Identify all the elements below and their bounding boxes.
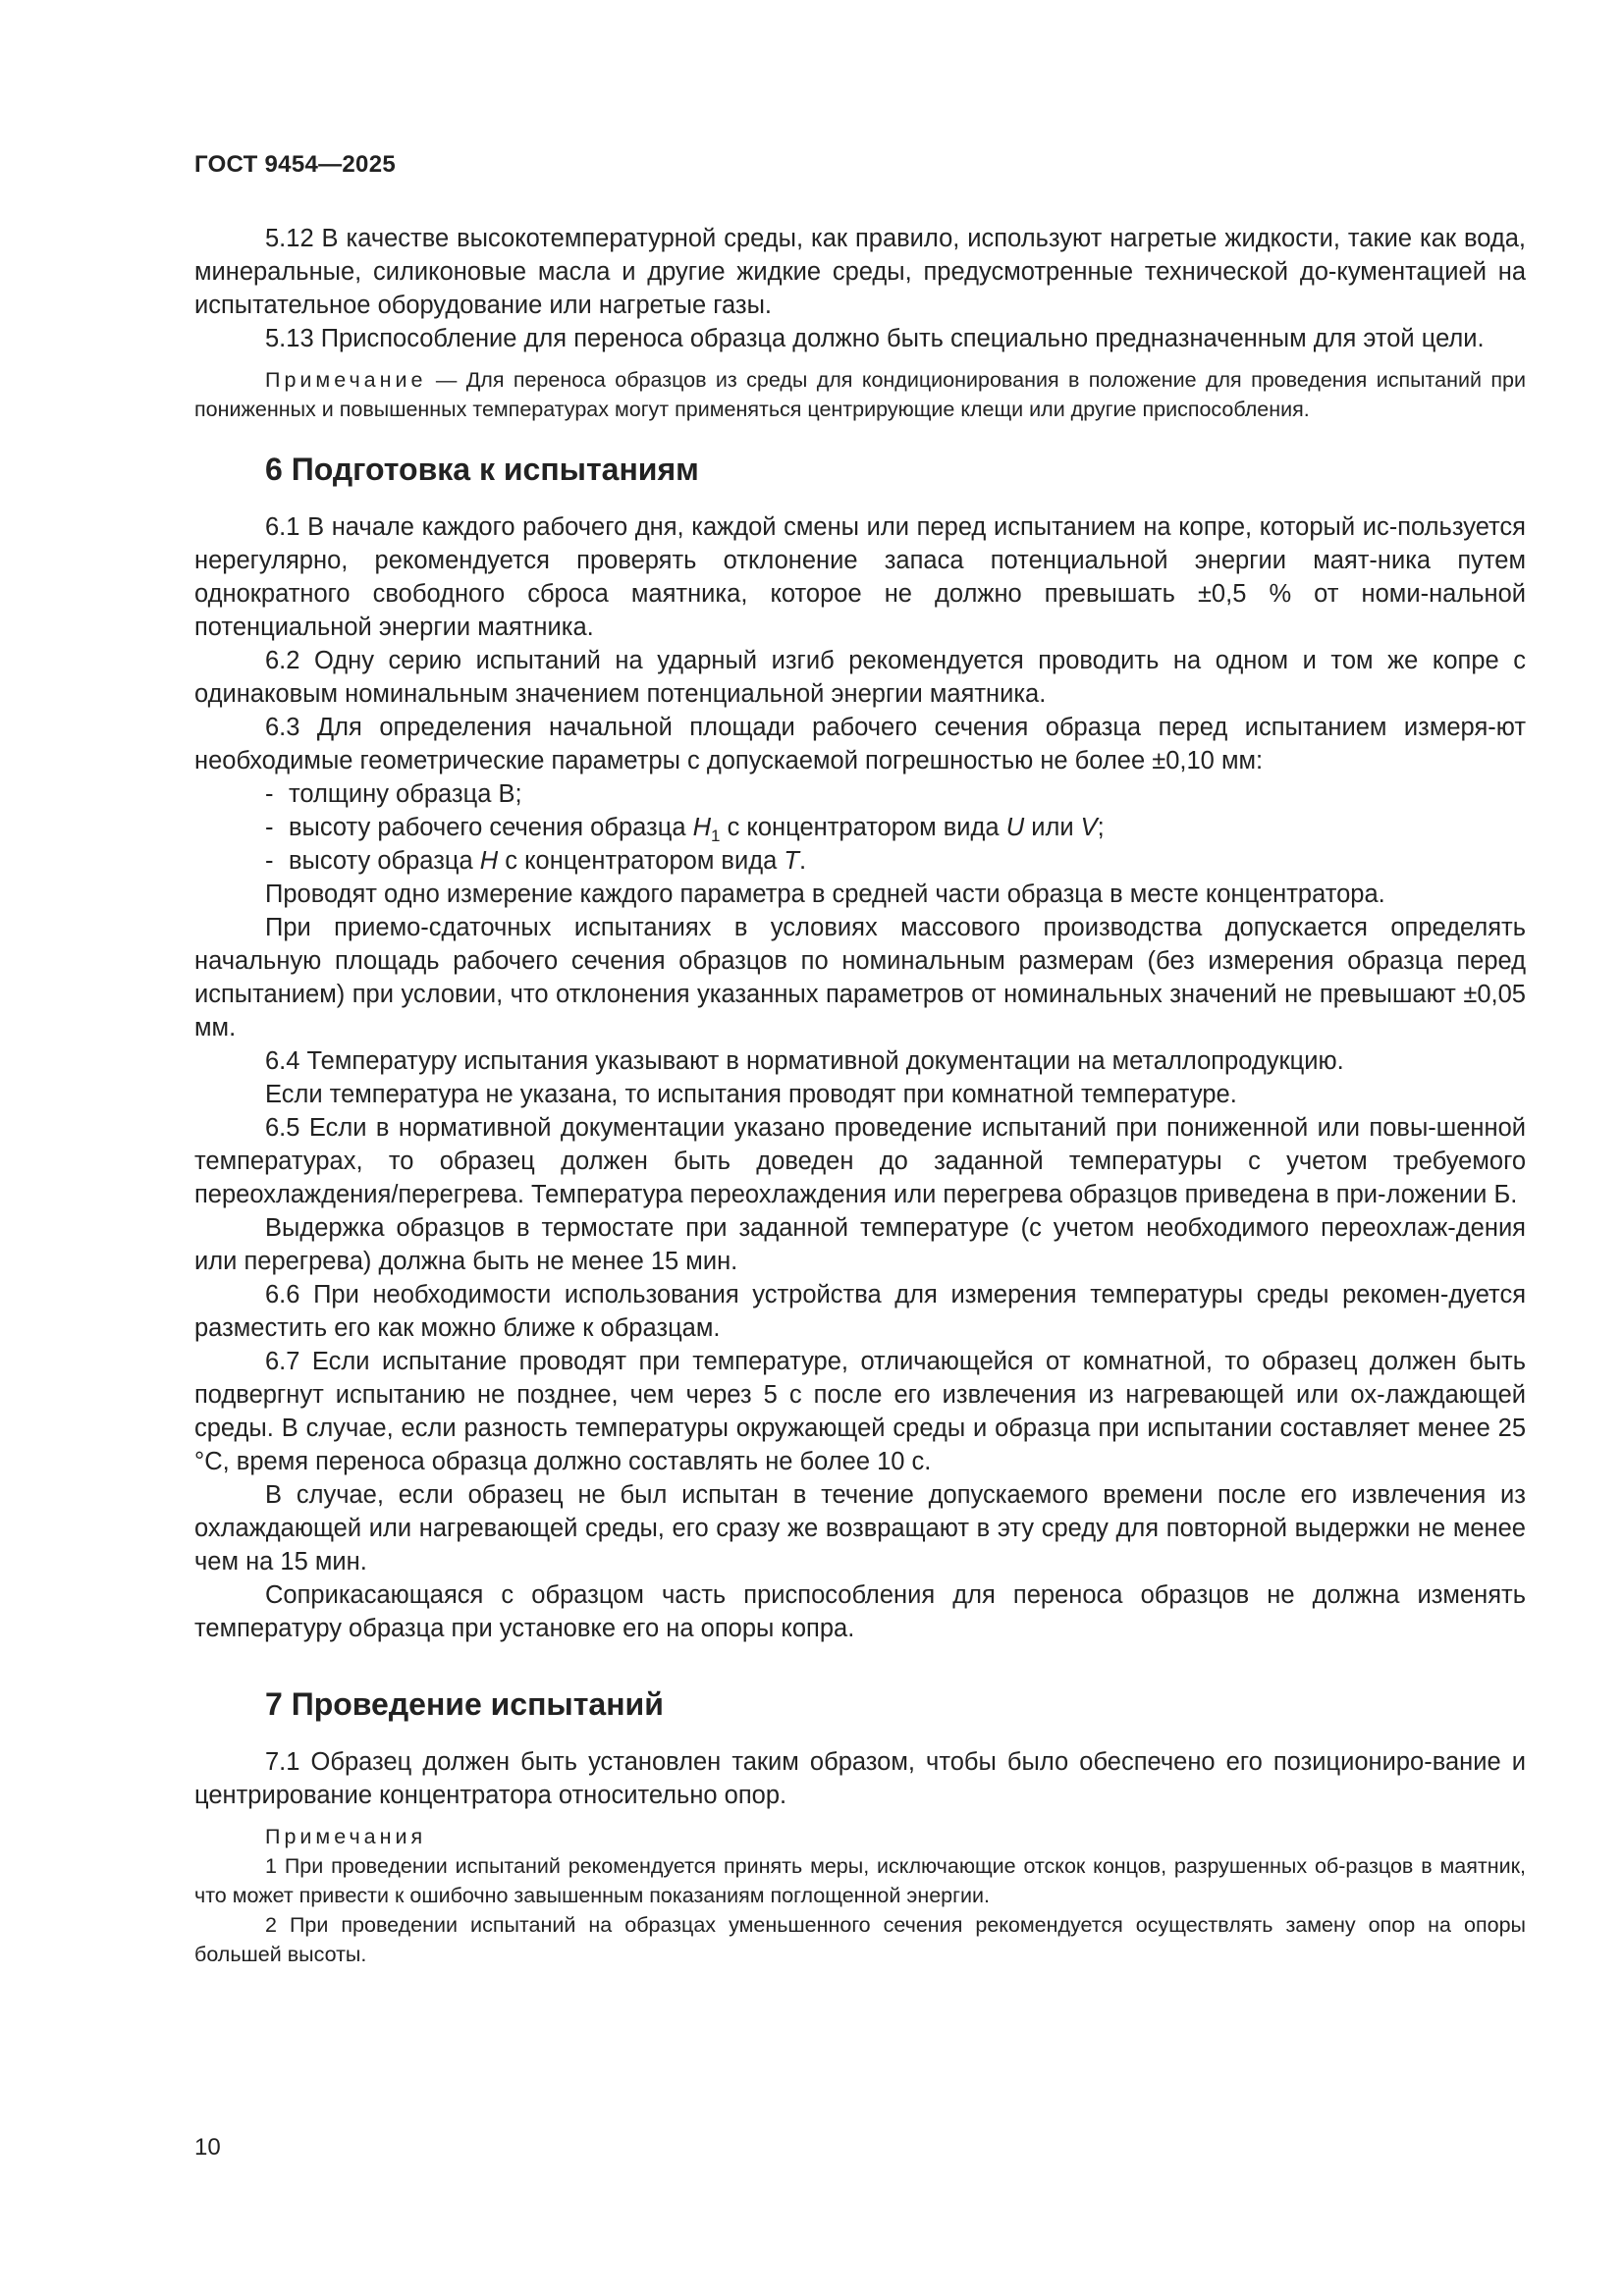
clause-6-3-acceptance: При приемо-сдаточных испытаниях в условиях массового производства допускается определять начальную площадь рабочего сечения образцов по номинальным размерам (без измерения образца перед испытанием) при условии, что отклонения указанных параметров от номинальных значений не превышают ±0,05 мм. (194, 914, 1526, 1041)
notes-2-label: Примечания (265, 1825, 427, 1848)
clause-6-3-measurement: Проводят одно измерение каждого параметра в средней части образца в месте концентратора. (265, 881, 1385, 908)
clause-6-2: 6.2 Одну серию испытаний на ударный изгиб рекомендуется проводить на одном и том же копре с одинаковым номинальным значением потенциальной энергии маятника. (194, 647, 1526, 708)
note-1 (194, 365, 1526, 424)
note-2-1: 1 При проведении испытаний рекомендуется принять меры, исключающие отскок концов, разрушенных об-разцов в маятник, что может привести к ошибочно завышенным показаниям поглощенной энергии. (194, 1854, 1526, 1907)
list-item-thickness: - толщину образца B; (265, 780, 522, 808)
note-2-2: 2 При проведении испытаний на образцах уменьшенного сечения рекомендуется осуществлять замену опор на опоры большей высоты. (194, 1913, 1526, 1966)
clause-6-7-return: В случае, если образец не был испытан в течение допускаемого времени после его извлечения из охлаждающей или нагревающей среды, его сразу же возвращают в эту среду для повторной выдержки не менее чем на 15 мин. (194, 1481, 1526, 1575)
note-1-label: Примечание (265, 368, 427, 392)
clause-5-12: 5.12 В качестве высокотемпературной среды, как правило, используют нагретые жидкости, такие как вода, минеральные, силиконовые масла и другие жидкие среды, предусмотренные технической до-кументацией на испытательное оборудование или нагретые газы. (194, 225, 1526, 319)
clause-6-6: 6.6 При необходимости использования устройства для измерения температуры среды рекомен-дуется разместить его как можно ближе к образцам. (194, 1281, 1526, 1342)
section-7-title: 7 Проведение испытаний (265, 1686, 664, 1722)
clause-6-4: 6.4 Температуру испытания указывают в нормативной документации на металлопродукцию. (265, 1047, 1344, 1075)
clause-6-7-contact: Соприкасающаяся с образцом часть приспособления для переноса образцов не должна изменять температуру образца при установке его на опоры копра. (194, 1581, 1526, 1642)
document-header: ГОСТ 9454—2025 (194, 151, 397, 178)
page-number: 10 (194, 2134, 221, 2161)
clause-6-1: 6.1 В начале каждого рабочего дня, каждой смены или перед испытанием на копре, который ис-пользуется нерегулярно, рекомендуется проверять отклонение запаса потенциальной энергии маят-ника путем однократного свободного сброса маятника, которое не должно превышать ±0,5 % от номи-нальной потенциальной энергии маятника. (194, 513, 1526, 641)
clause-6-7: 6.7 Если испытание проводят при температуре, отличающейся от комнатной, то образец должен быть подвергнут испытанию не позднее, чем через 5 с после его извлечения из нагревающей или ох-лаждающей среды. В случае, если разность температуры окружающей среды и образца при испытании составляет менее 25 °С, время переноса образца должно составлять не более 10 с. (194, 1348, 1526, 1475)
clause-5-13: 5.13 Приспособление для переноса образца должно быть специально предназначенным для этой цели. (265, 325, 1485, 352)
note-1-text: — Для переноса образцов из среды для кондиционирования в положение для проведения испытаний при пониженных и повышенных температурах могут применяться центрирующие клещи или другие приспособления. (194, 368, 1526, 421)
clause-6-5-holding: Выдержка образцов в термостате при заданной температуре (с учетом необходимого переохлаж-дения или перегрева) должна быть не менее 15 мин. (194, 1214, 1526, 1275)
clause-6-3: 6.3 Для определения начальной площади рабочего сечения образца перед испытанием измеря-ют необходимые геометрические параметры с допускаемой погрешностью не более ±0,10 мм: (194, 714, 1526, 774)
list-item-working-height: - высоту рабочего сечения образца $H_1$ с концентратором вида U или V; (265, 814, 1105, 845)
section-6-title: 6 Подготовка к испытаниям (265, 452, 699, 487)
clause-6-4-room-temp: Если температура не указана, то испытания проводят при комнатной температуре. (265, 1081, 1237, 1108)
clause-6-5: 6.5 Если в нормативной документации указано проведение испытаний при пониженной или повы-шенной температурах, то образец должен быть доведен до заданной температуры с учетом требуемого переохлаждения/перегрева. Температура переохлаждения или перегрева образцов приведена в при-ложении Б. (194, 1114, 1526, 1208)
list-item-height: - высоту образца H с концентратором вида T. (265, 847, 807, 875)
document-body (194, 222, 1526, 1969)
clause-7-1: 7.1 Образец должен быть установлен таким образом, чтобы было обеспечено его позициониро-вание и центрирование концентратора относительно опор. (194, 1748, 1526, 1809)
